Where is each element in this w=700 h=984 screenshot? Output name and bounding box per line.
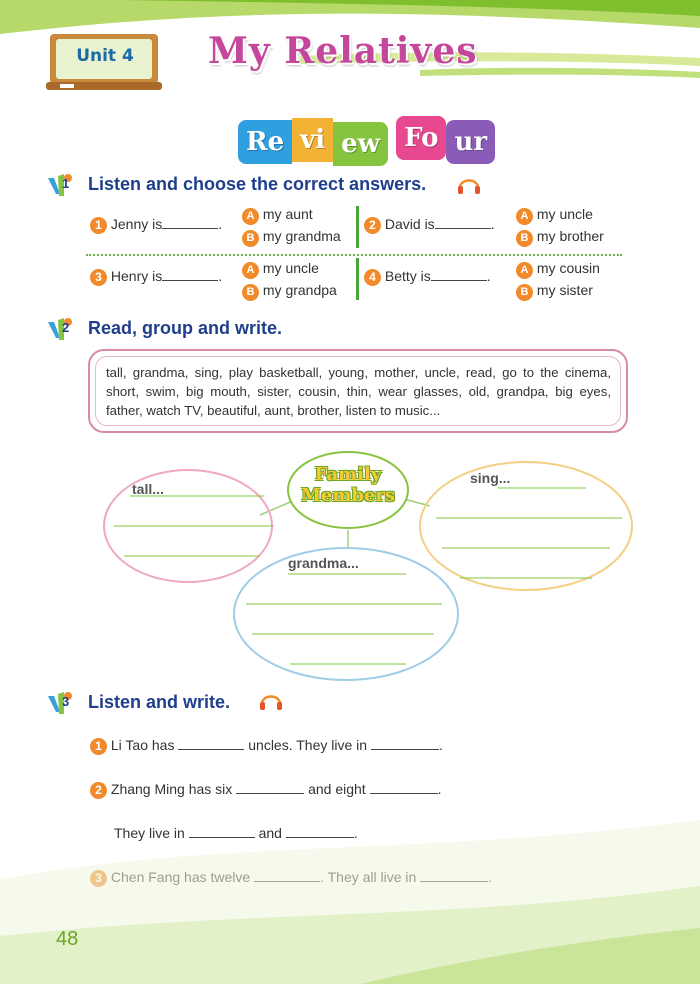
row-divider: [86, 254, 622, 256]
item-number: 2: [90, 782, 107, 799]
option-row[interactable]: [242, 260, 319, 279]
option-letter: A: [242, 262, 259, 279]
item-text: Li Tao has: [110, 737, 175, 753]
section-number-icon: [46, 688, 76, 716]
option-row[interactable]: [242, 282, 337, 301]
column-divider: [356, 258, 359, 300]
group-label-bottom: grandma...: [288, 555, 359, 571]
section-title: Listen and choose the correct answers.: [88, 174, 427, 194]
option-row[interactable]: [516, 282, 593, 301]
question-number: 1: [90, 217, 107, 234]
option-row[interactable]: [516, 206, 593, 225]
word-bank-text: tall, grandma, sing, play basketball, young, mother, uncle, read, go to the cinema, short, swim, big mouth, sister, cousin, thin, wear glasses, old, grandpa, big eyes, father, watch TV, beautiful, aunt, brother, listen to music...: [106, 365, 611, 418]
footer-wave: [0, 760, 700, 984]
question-end: .: [490, 216, 495, 232]
question-end: .: [486, 268, 491, 284]
item-text: .: [438, 737, 443, 753]
question-number: 2: [364, 217, 381, 234]
item-text: .: [437, 781, 442, 797]
option-text: my uncle: [262, 260, 319, 276]
item-text: uncles. They live in: [248, 737, 368, 753]
option-letter: B: [516, 230, 533, 247]
review-word-part: Re: [238, 120, 292, 164]
question-end: .: [218, 268, 223, 284]
headphones-icon: [456, 172, 482, 196]
question-stem: Henry is: [110, 268, 163, 284]
question-end: .: [218, 216, 223, 232]
item-text: They live in: [114, 825, 185, 841]
section-title: Listen and write.: [88, 692, 231, 712]
review-word-part: Fo: [396, 116, 446, 160]
option-text: my grandma: [262, 228, 341, 244]
section-title: Read, group and write.: [88, 318, 283, 338]
word-bank-box: [88, 349, 628, 433]
answer-blank[interactable]: [435, 214, 491, 229]
mind-map-center-label: [296, 464, 400, 506]
review-word-part: ew: [333, 122, 388, 166]
review-word-part: ur: [446, 120, 495, 164]
question-stem: David is: [384, 216, 435, 232]
section-number-icon: [46, 314, 76, 342]
option-letter: B: [242, 230, 259, 247]
option-row[interactable]: [242, 228, 341, 247]
center-label-line: Members: [300, 485, 396, 506]
option-row[interactable]: [242, 206, 313, 225]
option-text: my sister: [536, 282, 593, 298]
option-letter: B: [516, 284, 533, 301]
option-row[interactable]: [516, 228, 604, 247]
answer-blank[interactable]: [431, 266, 487, 281]
question-number: 3: [90, 269, 107, 286]
option-letter: A: [242, 208, 259, 225]
question-number: 4: [364, 269, 381, 286]
item-text: Zhang Ming has six: [110, 781, 233, 797]
item-text: .: [353, 825, 358, 841]
review-word-part: vi: [292, 118, 333, 162]
group-label-right: sing...: [470, 470, 511, 486]
option-text: my cousin: [536, 260, 600, 276]
option-text: my brother: [536, 228, 604, 244]
question-item: [364, 214, 495, 234]
option-text: my grandpa: [262, 282, 337, 298]
answer-blank[interactable]: [178, 735, 244, 750]
review-banner: [238, 116, 495, 168]
page-number: 48: [56, 928, 79, 950]
item-text: and: [258, 825, 282, 841]
center-label-line: Family: [314, 464, 382, 485]
option-letter: A: [516, 208, 533, 225]
question-item: [90, 214, 222, 234]
headphones-icon: [258, 688, 284, 712]
answer-blank[interactable]: [162, 214, 218, 229]
group-label-left: tall...: [132, 481, 164, 497]
question-item: [364, 266, 491, 286]
write-item: [90, 735, 443, 755]
section-number: 3: [62, 694, 70, 709]
answer-blank[interactable]: [371, 735, 439, 750]
option-row[interactable]: [516, 260, 600, 279]
question-item: [90, 266, 222, 286]
column-divider: [356, 206, 359, 248]
option-text: my aunt: [262, 206, 313, 222]
page-title: My Relatives: [208, 30, 478, 72]
question-stem: Jenny is: [110, 216, 163, 232]
question-stem: Betty is: [384, 268, 431, 284]
unit-label: Unit 4: [76, 46, 134, 66]
option-text: my uncle: [536, 206, 593, 222]
section-number: 2: [62, 320, 70, 335]
item-number: 1: [90, 738, 107, 755]
answer-blank[interactable]: [162, 266, 218, 281]
group-oval-right: [420, 462, 632, 590]
option-letter: A: [516, 262, 533, 279]
section-number-icon: [46, 170, 76, 198]
section-number: 1: [62, 176, 70, 191]
item-text: and eight: [308, 781, 366, 797]
option-letter: B: [242, 284, 259, 301]
